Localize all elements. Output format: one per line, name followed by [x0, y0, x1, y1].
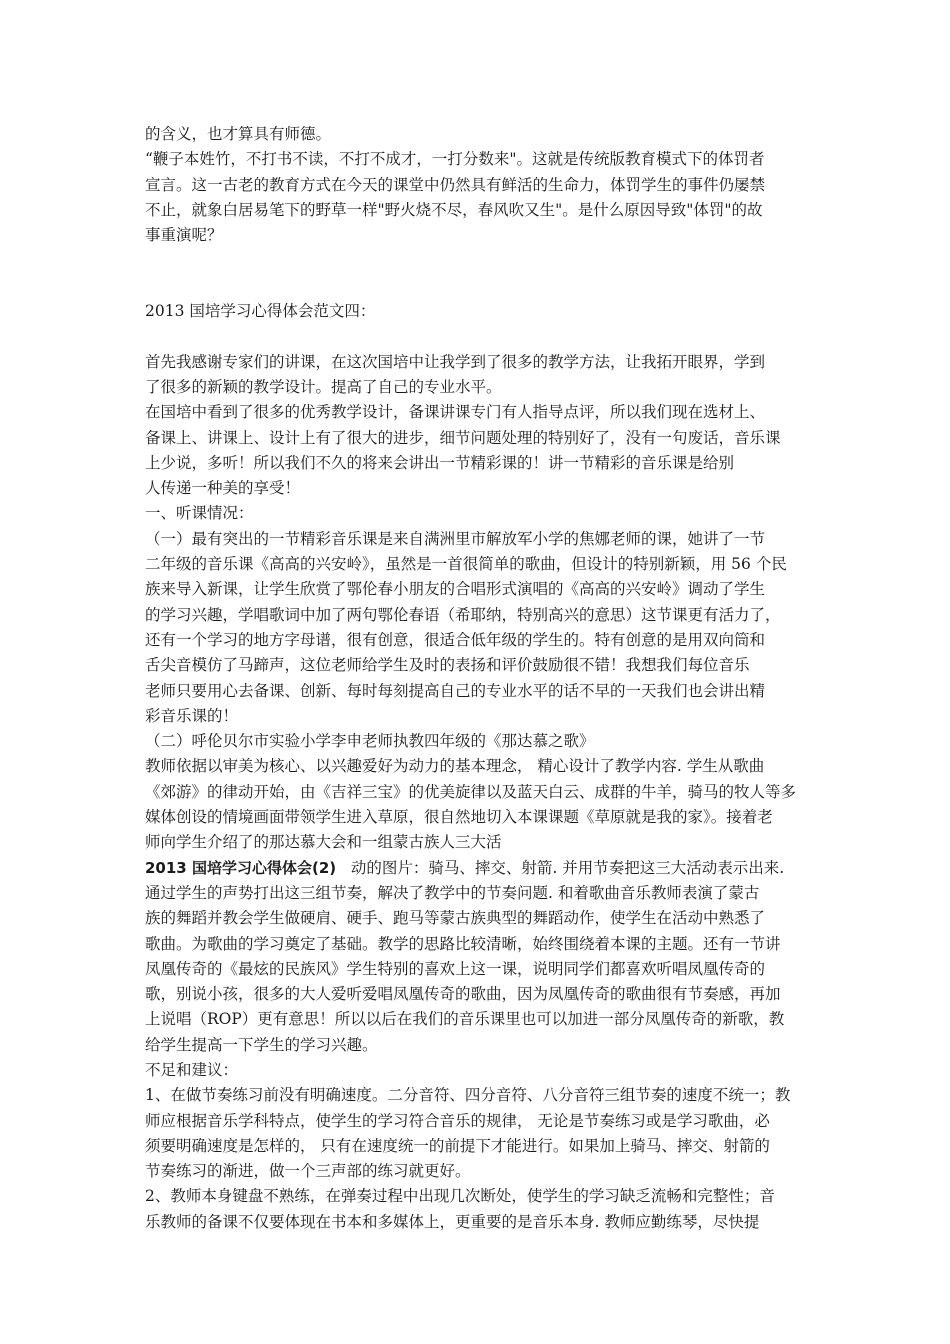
text-line: 一、听课情况：: [145, 504, 254, 523]
text-line: 二年级的音乐课《高高的兴安岭》，虽然是一首很简单的歌曲，但设计的特别新颖，用 56 个民: [145, 555, 787, 574]
text-line: 歌，别说小孩，很多的大人爱听爱唱凤凰传奇的歌曲，因为凤凰传奇的歌曲很有节奏感，再加: [145, 985, 781, 1004]
text-line: 2、教师本身键盘不熟练，在弹奏过程中出现几次断处，使学生的学习缺乏流畅和完整性；音: [145, 1187, 775, 1206]
text-line: 上少说，多听！所以我们不久的将来会讲出一节精彩课的！讲一节精彩的音乐课是给别: [145, 453, 735, 472]
inline-heading: 2013 国培学习心得体会(2): [145, 858, 337, 877]
text-line: 族来导入新课，让学生欣赏了鄂伦春小朋友的合唱形式演唱的《高高的兴安岭》调动了学生: [145, 580, 766, 599]
text-line: 通过学生的声势打出这三组节奏，解决了教学中的节奏问题. 和着歌曲音乐教师表演了蒙古: [145, 883, 760, 902]
text-line: 不止，就象白居易笔下的野草一样"野火烧不尽，春风吹又生"。是什么原因导致"体罚"的故: [145, 200, 763, 219]
text-line: 凤凰传奇的《最炫的民族风》学生特别的喜欢上这一课，说明同学们都喜欢听唱凤凰传奇的: [145, 959, 766, 978]
text-line: 乐教师的备课不仅要体现在书本和多媒体上，更重要的是音乐本身. 教师应勤练琴，尽快提: [145, 1212, 760, 1231]
text-line: 1、在做节奏练习前没有明确速度。二分音符、四分音符、八分音符三组节奏的速度不统一；教: [145, 1086, 791, 1105]
text-line: 事重演呢？: [145, 226, 223, 245]
text-line: （一）最有突出的一节精彩音乐课是来自满洲里市解放军小学的焦娜老师的课，她讲了一节: [145, 529, 766, 548]
text-line: 老师只要用心去备课、创新、每时每刻提高自己的专业水平的话不早的一天我们也会讲出精: [145, 681, 766, 700]
inline-heading-rest: 动的图片：骑马、摔交、射箭. 并用节奏把这三大活动表示出来.: [350, 858, 785, 877]
document-body: [145, 122, 815, 1235]
text-line: 彩音乐课的！: [145, 706, 239, 725]
text-line: 师应根据音乐学科特点，使学生的学习符合音乐的规律， 无论是节奏练习或是学习歌曲，必: [145, 1111, 770, 1130]
text-line: 上说唱（ROP）更有意思！所以以后在我们的音乐课里也可以加进一部分凤凰传奇的新歌，教: [145, 1010, 785, 1029]
text-line: 了很多的新颖的教学设计。提高了自己的专业水平。: [145, 377, 502, 396]
text-line: 在国培中看到了很多的优秀教学设计，备课讲课专门有人指导点评，所以我们现在选材上、: [145, 403, 766, 422]
text-line: 师向学生介绍了的那达慕大会和一组蒙古族人三大活: [145, 833, 502, 852]
text-line: 的含义，也才算具有师德。: [145, 125, 332, 143]
text-line: 备课上、讲课上、设计上有了很大的进步，细节问题处理的特别好了，没有一句废话，音乐课: [145, 428, 781, 447]
text-line: 给学生提高一下学生的学习兴趣。: [145, 1035, 378, 1054]
text-line: 族的舞蹈并教会学生做硬肩、硬手、跑马等蒙古族典型的舞蹈动作，使学生在活动中熟悉了: [145, 909, 766, 928]
text-line: （二）呼伦贝尔市实验小学李申老师执教四年级的《那达慕之歌》: [145, 732, 595, 751]
text-line: 首先我感谢专家们的讲课，在这次国培中让我学到了很多的教学方法，让我拓开眼界，学到: [145, 352, 766, 371]
blank-space: [145, 324, 815, 349]
text-line: 须要明确速度是怎样的， 只有在速度统一的前提下才能进行。如果加上骑马、摔交、射箭的: [145, 1136, 770, 1155]
text-line: 的学习兴趣，学唱歌词中加了两句鄂伦春语（希耶纳，特别高兴的意思）这节课更有活力了，: [145, 605, 781, 624]
text-line: 歌曲。为歌曲的学习奠定了基础。教学的思路比较清晰，始终围绕着本课的主题。还有一节讲: [145, 934, 781, 953]
text-line: 宣言。这一古老的教育方式在今天的课堂中仍然具有鲜活的生命力，体罚学生的事件仍屡禁: [145, 175, 766, 194]
text-line: 媒体创设的情境画面带领学生进入草原，很自然地切入本课课题《草原就是我的家》。接着老: [145, 808, 773, 827]
text-line: 教师依据以审美为核心、以兴趣爱好为动力的基本理念， 精心设计了教学内容. 学生从歌曲: [145, 757, 765, 776]
blank-space: [145, 248, 815, 299]
text-line: 不足和建议：: [145, 1060, 239, 1079]
text-line: 舌尖音模仿了马蹄声，这位老师给学生及时的表扬和评价鼓励很不错！我想我们每位音乐: [145, 656, 750, 675]
text-line: 《郊游》的律动开始，由《吉祥三宝》的优美旋律以及蓝天白云、成群的牛羊，骑马的牧人等多: [145, 782, 797, 801]
text-line: “鞭子本姓竹，不打书不读，不打不成才，一打分数来"。这就是传统版教育模式下的体罚者: [145, 150, 765, 169]
text-line: 人传递一种美的享受！: [145, 479, 301, 498]
text-line: 还有一个学习的地方字母谱，很有创意，很适合低年级的学生的。特有创意的是用双向筒和: [145, 630, 766, 649]
section-title: 2013 国培学习心得体会范文四：: [145, 302, 376, 321]
text-line: [145, 856, 815, 881]
text-line: 节奏练习的渐进，做一个三声部的练习就更好。: [145, 1162, 471, 1181]
